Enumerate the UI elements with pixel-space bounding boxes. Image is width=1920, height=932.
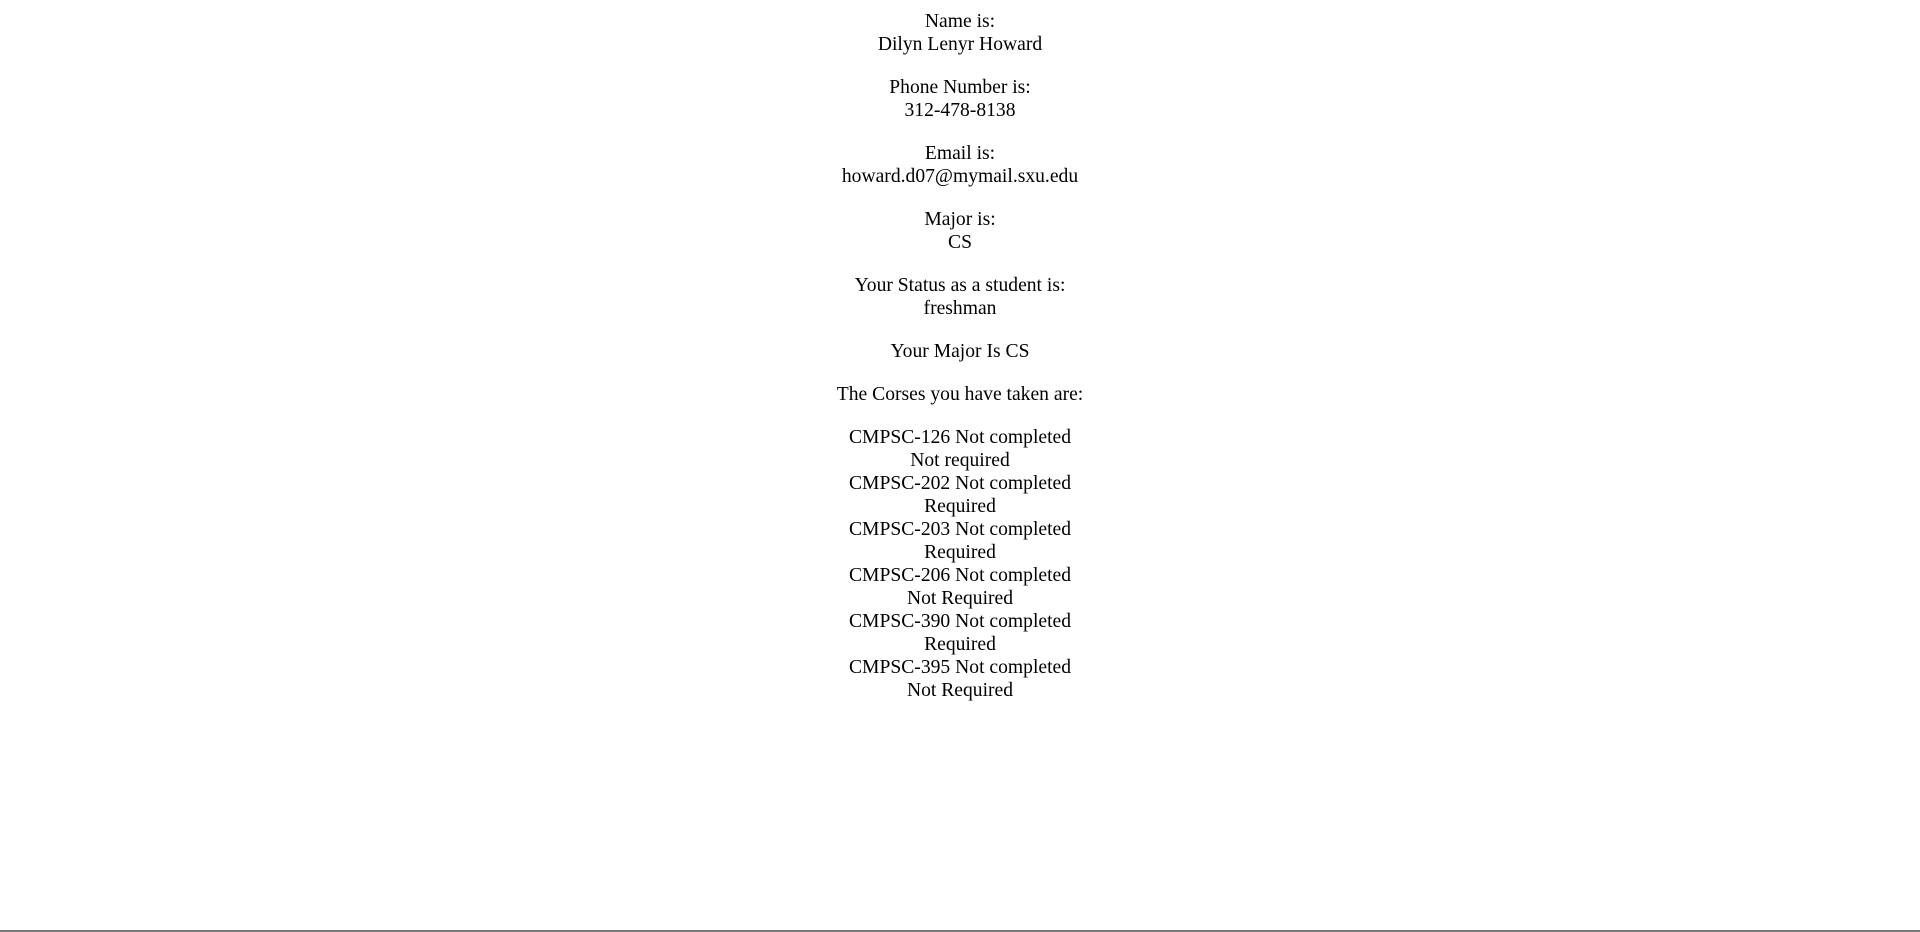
course-status: CMPSC-202 Not completed bbox=[848, 473, 1072, 494]
name-label: Name is: bbox=[924, 11, 996, 32]
student-info-page bbox=[0, 10, 1920, 702]
email-label: Email is: bbox=[924, 143, 996, 164]
major-summary: Your Major Is CS bbox=[890, 341, 1030, 362]
course-status: CMPSC-395 Not completed bbox=[848, 657, 1072, 678]
course-list bbox=[0, 426, 1920, 702]
course-item bbox=[0, 472, 1920, 518]
course-requirement: Not required bbox=[910, 450, 1010, 471]
course-item bbox=[0, 426, 1920, 472]
phone-field bbox=[0, 76, 1920, 122]
status-label: Your Status as a student is: bbox=[854, 275, 1066, 296]
name-field bbox=[0, 10, 1920, 56]
course-requirement: Not Required bbox=[906, 588, 1014, 609]
major-field bbox=[0, 208, 1920, 254]
course-status: CMPSC-126 Not completed bbox=[848, 427, 1072, 448]
email-field bbox=[0, 142, 1920, 188]
course-status: CMPSC-203 Not completed bbox=[848, 519, 1072, 540]
course-requirement: Not Required bbox=[906, 680, 1014, 701]
courses-heading: The Corses you have taken are: bbox=[836, 384, 1084, 405]
course-requirement: Required bbox=[924, 496, 996, 517]
course-item bbox=[0, 518, 1920, 564]
major-value: CS bbox=[948, 232, 972, 253]
name-value: Dilyn Lenyr Howard bbox=[877, 34, 1043, 55]
course-item bbox=[0, 564, 1920, 610]
major-label: Major is: bbox=[924, 209, 996, 230]
course-requirement: Required bbox=[924, 542, 996, 563]
email-value: howard.d07@mymail.sxu.edu bbox=[841, 166, 1079, 187]
course-status: CMPSC-390 Not completed bbox=[848, 611, 1072, 632]
phone-label: Phone Number is: bbox=[889, 77, 1031, 98]
status-value: freshman bbox=[923, 298, 997, 319]
status-field bbox=[0, 274, 1920, 320]
course-item bbox=[0, 610, 1920, 656]
course-item bbox=[0, 656, 1920, 702]
course-requirement: Required bbox=[924, 634, 996, 655]
phone-value: 312-478-8138 bbox=[904, 100, 1016, 121]
course-status: CMPSC-206 Not completed bbox=[848, 565, 1072, 586]
